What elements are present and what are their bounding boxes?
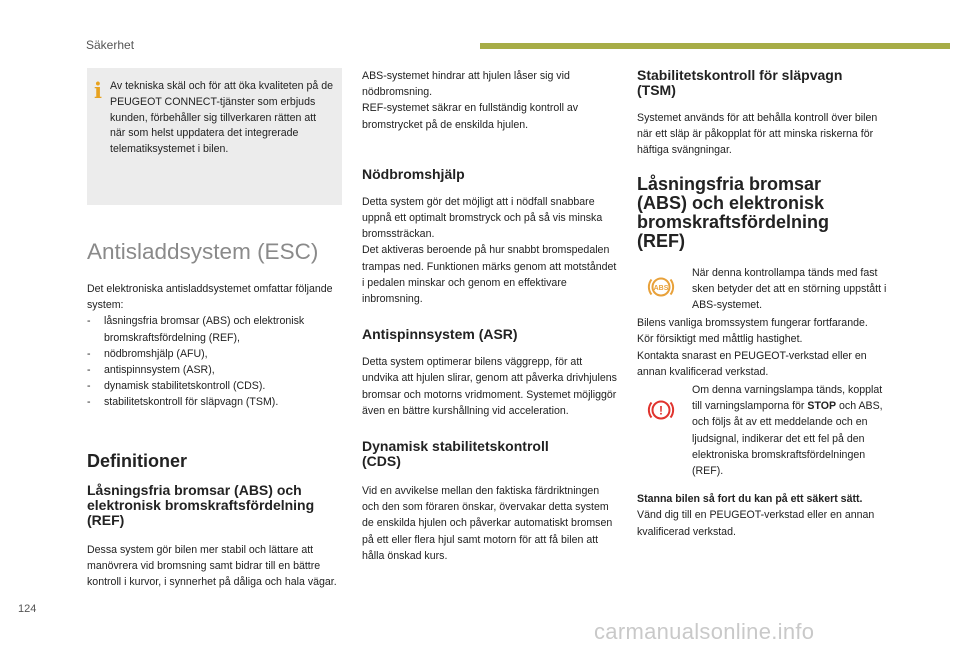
list-item: - låsningsfria bromsar (ABS) och elektronisk bromskraftsfördelning (REF), (87, 313, 342, 345)
asr-text: Detta system optimerar bilens väggrepp, för att undvika att hjulen slirar, genom att påverka drivhjulens bromsar och motorns vridmoment. Systemet möjliggör även en bättre kurshållning vid acceleration. (362, 356, 617, 417)
abs-warning-icon (647, 273, 675, 301)
page-number: 124 (18, 603, 37, 615)
abs-lamp-text: När denna kontrollampa tänds med fast sken betyder det att en störning uppstått i ABS-systemet. (692, 266, 887, 312)
system-list (87, 313, 342, 410)
abs-definition-text: Dessa system gör bilen mer stabil och lättare att manövrera vid bromsning samt bidrar till en bättre kontroll i kurvor, i synnerhet på dåliga och hala vägar. (87, 543, 337, 589)
stop-word: STOP (807, 400, 837, 413)
abs-continued-2: REF-systemet säkrar en fullständig kontroll av bromstrycket på de enskilda hjulen. (362, 102, 579, 131)
abs-paragraph-1: Bilens vanliga bromssystem fungerar fortfarande. Kör försiktigt med måttlig hastighet. (637, 317, 868, 346)
cds-heading: Dynamisk stabilitetskontroll (CDS) (362, 438, 549, 470)
tsm-heading: Stabilitetskontroll för släpvagn (TSM) (637, 67, 843, 98)
list-item: - antispinnsystem (ASR), (87, 362, 342, 378)
info-text: Av tekniska skäl och för att öka kvaliteten på de PEUGEOT CONNECT-tjänster som erbjuds kunden, förbehåller sig tillverkaren rätten att när som helst uppdatera det integrerade telematiksystemet i bilen. (110, 80, 333, 156)
afu-heading: Nödbromshjälp (362, 165, 465, 182)
brake-lamp-text-1: Om denna varningslampa tänds, kopplat till varningslamporna för (692, 384, 883, 413)
abs-definition-heading: Låsningsfria bromsar (ABS) och elektronisk bromskraftsfördelning (REF) (87, 481, 315, 528)
afu-text-2: Det aktiveras beroende på hur snabbt bromspedalen trampas ned. Funktionen märks genom att motståndet i pedalen minskar och genom en effektivare inbromsning. (362, 244, 617, 306)
list-item: - dynamisk stabilitetskontroll (CDS). (87, 378, 342, 394)
tsm-text: Systemet används för att behålla kontroll över bilen när ett släp är påkopplat för att minska riskerna för häftiga svängningar. (637, 112, 878, 157)
brake-lamp-text-2: och ABS, och följs åt av ett meddelande och en ljudsignal, indikerar det ett fel på den elektroniska bromskraftsfördelningen (REF). (692, 400, 883, 478)
definitions-heading: Definitioner (87, 450, 188, 471)
stop-instruction: Stanna bilen så fort du kan på ett säkert sätt. (637, 493, 863, 506)
chapter-title: Antisladdsystem (ESC) (87, 239, 319, 264)
abs-continued-1: ABS-systemet hindrar att hjulen låser sig vid nödbromsning. (362, 70, 570, 99)
svg-text:!: ! (659, 403, 663, 418)
column-1 (87, 68, 342, 590)
svg-text:ABS: ABS (653, 284, 669, 292)
abs-warning-row (637, 265, 887, 314)
esc-intro: Det elektroniska antisladdsystemet omfattar följande system: (87, 283, 333, 312)
list-item: - stabilitetskontroll för släpvagn (TSM). (87, 394, 342, 410)
column-2 (362, 68, 617, 564)
cds-text: Vid en avvikelse mellan den faktiska färdriktningen och den som föraren önskar, övervakar detta system de enskilda hjulen och påverkar automatiskt bromsen på ett eller flera hjul samt motorn för att få bilen att hålla önskad kurs. (362, 485, 613, 562)
brake-lamp-text (692, 382, 887, 479)
header-accent-bar (480, 43, 950, 49)
watermark: carmanualsonline.info (594, 619, 815, 644)
brake-warning-icon (647, 396, 675, 424)
column-3 (637, 68, 887, 540)
abs-heading: Låsningsfria bromsar (ABS) och elektronisk bromskraftsfördelning (REF) (637, 173, 830, 251)
info-icon: i (94, 78, 102, 103)
section-title: Säkerhet (86, 38, 135, 52)
brake-warning-row (637, 382, 887, 479)
list-item: - nödbromshjälp (AFU), (87, 346, 342, 362)
afu-text-1: Detta system gör det möjligt att i nödfall snabbare uppnå ett optimalt bromstryck och på så vis minska bromssträckan. (362, 195, 603, 241)
asr-heading: Antispinnsystem (ASR) (362, 326, 518, 343)
abs-paragraph-2: Kontakta snarast en PEUGEOT-verkstad eller en annan kvalificerad verkstad. (637, 349, 867, 378)
info-box (87, 68, 342, 205)
stop-contact: Vänd dig till en PEUGEOT-verkstad eller en annan kvalificerad verkstad. (637, 509, 875, 538)
